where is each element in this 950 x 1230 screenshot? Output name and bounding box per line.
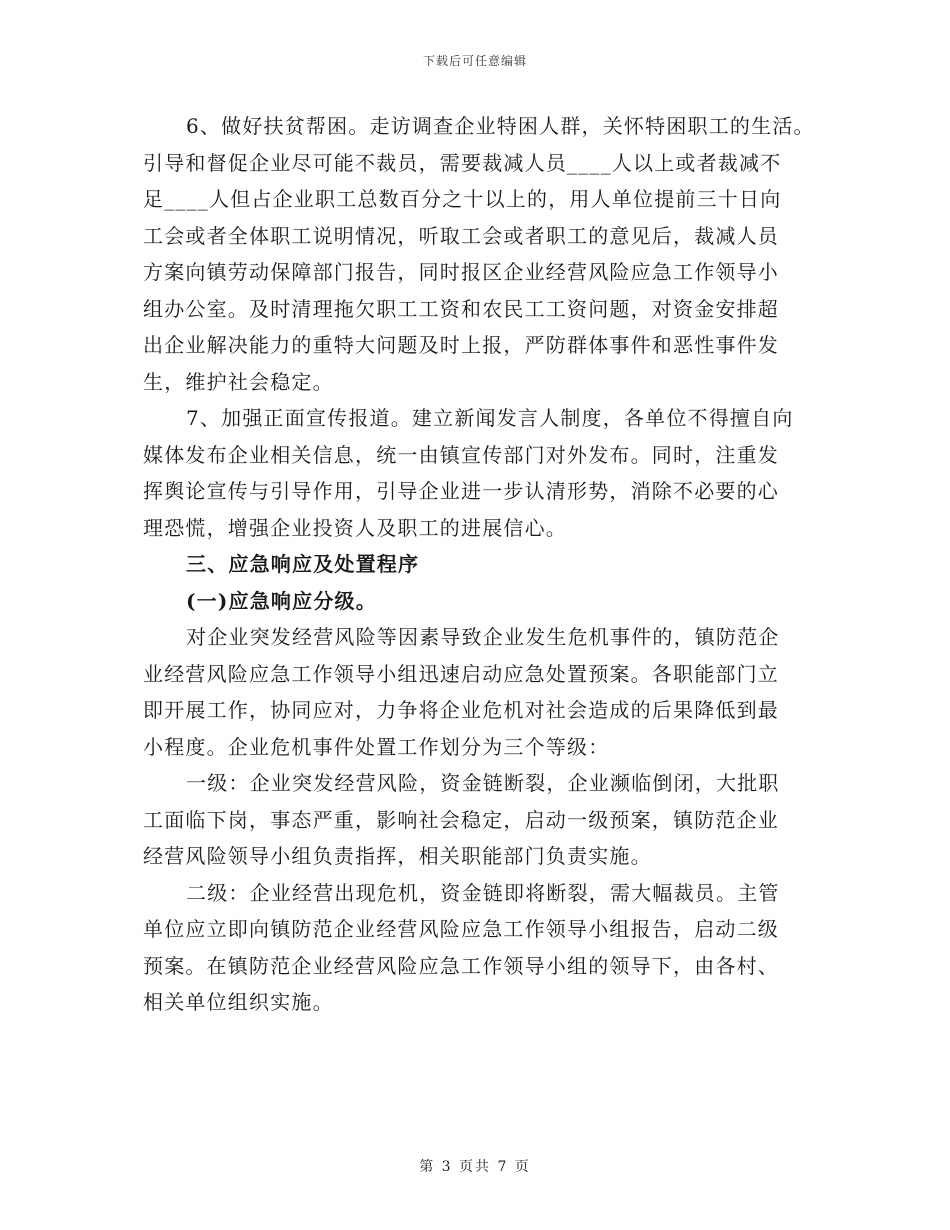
section-heading-line: (一)应急响应分级。 — [186, 588, 377, 613]
text-line: 媒体发布企业相关信息，统一由镇宣传部门对外发布。同时，注重发 — [143, 442, 779, 467]
text-line: 足____人但占企业职工总数百分之十以上的，用人单位提前三十日向 — [143, 187, 782, 211]
section-heading-line: 三、应急响应及处置程序 — [186, 552, 420, 576]
text-line: 经营风险领导小组负责指挥，相关职能部门负责实施。 — [143, 844, 652, 868]
page-header-note: 下载后可任意编辑 — [422, 54, 527, 68]
text-line: 生，维护社会稳定。 — [143, 369, 334, 394]
text-line: 引导和督促企业尽可能不裁员，需要裁减人员____人以上或者裁减不 — [143, 150, 782, 175]
text-line: 6、做好扶贫帮困。走访调查企业特困人群，关怀特困职工的生活。 — [186, 114, 815, 138]
text-line: 二级：企业经营出现危机，资金链即将断裂，需大幅裁员。主管 — [186, 880, 780, 905]
text-line: 组办公室。及时清理拖欠职工工资和农民工工资问题，对资金安排超 — [143, 296, 779, 321]
document-body — [143, 108, 815, 1021]
text-line: 方案向镇劳动保障部门报告，同时报区企业经营风险应急工作领导小 — [143, 260, 779, 284]
text-line: 业经营风险应急工作领导小组迅速启动应急处置预案。各职能部门立 — [143, 661, 779, 686]
page-number: 第 3 页共 7 页 — [419, 1159, 531, 1175]
text-line: 工会或者全体职工说明情况，听取工会或者职工的意见后，裁减人员 — [143, 223, 779, 248]
text-line: 工面临下岗，事态严重，影响社会稳定，启动一级预案，镇防范企业 — [143, 807, 779, 832]
text-line: 出企业解决能力的重特大问题及时上报，严防群体事件和恶性事件发 — [143, 333, 779, 357]
text-line: 相关单位组织实施。 — [143, 990, 334, 1014]
text-line: 单位应立即向镇防范企业经营风险应急工作领导小组报告，启动二级 — [143, 917, 779, 941]
text-line: 预案。在镇防范企业经营风险应急工作领导小组的领导下，由各村、 — [143, 953, 779, 978]
text-line: 小程度。企业危机事件处置工作划分为三个等级： — [143, 734, 610, 759]
text-line: 理恐慌，增强企业投资人及职工的进展信心。 — [143, 515, 567, 540]
text-line: 一级：企业突发经营风险，资金链断裂，企业濒临倒闭，大批职 — [186, 771, 780, 795]
text-line: 7、加强正面宣传报道。建立新闻发言人制度，各单位不得擅自向 — [186, 406, 794, 430]
text-line: 对企业突发经营风险等因素导致企业发生危机事件的，镇防范企 — [186, 625, 780, 649]
text-line: 即开展工作，协同应对，力争将企业危机对社会造成的后果降低到最 — [143, 698, 779, 722]
text-line: 挥舆论宣传与引导作用，引导企业进一步认清形势，消除不必要的心 — [143, 479, 779, 503]
